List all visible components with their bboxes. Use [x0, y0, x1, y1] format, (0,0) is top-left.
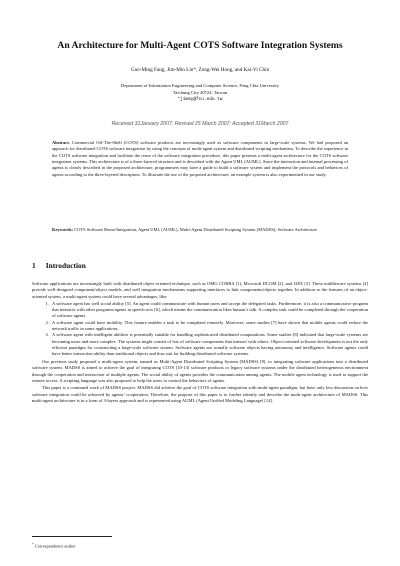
intro-paragraph-3: This paper is a continued work of MADSS project. MADSS did achieve the goal of COTS software integration with multi-agent paradigm, but have only less discussion on how software integration could be achieved by agents’ cooperation. Therefore, the purpose of this paper is to further identify and describe the multi-agent architecture of MADSS. This multi-agent architecture is in a form of 3-layers approach and is represented using AUML (Agent Unified Modeling Language) [14].: [32, 385, 368, 403]
footnote: [32, 541, 76, 549]
section-heading-introduction: [32, 261, 86, 270]
introduction-body: [32, 281, 368, 405]
abstract-text: Commercial Off-The-Shelf (COTS) software products are increasingly used as software components in large-scale systems. We had proposed an approach for distributed COTS software integration by using the concepts of multi-agent system and distributed scripting mechanism. To describe the experience in the COTS software integration and facilitate the reuse of the software integration procedure, this paper presents a multi-agent architecture for the COTS software integration systems. This architecture is of a three-layered structure and is described with the Agent UML (AUML). Since the interaction and internal processing of agents is clearly described in the proposed architecture, programmers may have a guide to build a software system and implement the protocols and behaviors of agents according to the three-layered description. To illustrate the use of the proposed architecture, an example system is also experimented in our study.: [52, 140, 348, 177]
paper-title: An Architecture for Multi-Agent COTS Software Integration Systems: [57, 40, 343, 51]
advantages-list: [32, 301, 368, 358]
list-item: 3. A software agent with intelligent abilities is potentially suitable for handling sophisticated distributed computations. Some studies [8] indicated that large-scale systems are becoming more and more complex. The systems might consist of lots of software components that interact with others. Object-oriented software development is not the only efficient paradigm for constructing a large-scale software system. Software agents are actually software objects having autonomy and intelligence. Software agents could have better interaction ability than traditional objects and thus suit for building distributed software systems.: [50, 332, 368, 357]
intro-paragraph-2: Our previous study proposed a multi-agent system, named as Multi-Agent Distributed Scripting System (MADSS) [9], to integrating software applications into a distributed software system. MADSS is aimed to achieve the goal of integrating COTS [10-13] software products or legacy software systems under the distributed heterogeneous environment through the cooperation and interaction of multiple agents. The social ability of agents provides the communication among agents. The mobile agent technology is used to support the remote access. A scripting language was also proposed to help the users to control the behaviors of agents.: [32, 359, 368, 383]
affiliation-block: [20, 82, 380, 103]
author-email: *jimmy@fcu.edu.tw: [177, 97, 223, 102]
section-title: Introduction: [45, 261, 86, 270]
footnote-text: Correspondence author: [33, 543, 76, 549]
abstract: [52, 140, 348, 178]
intro-paragraph-1: Software applications are increasingly built with distributed object-oriented technique, such as OMG CORBA [1], Microsoft DCOM [2], and J2EE [3]. These middleware systems [4] provide well-designed component/object models, and well integration mechanisms supporting interfaces to link components/objects together. In addition to the features of an object-oriented system, a multi-agent system could have several advantages, like:: [32, 281, 368, 299]
section-number: 1: [32, 261, 36, 270]
keywords: [52, 227, 348, 233]
keywords-label: Keywords:: [52, 227, 73, 232]
keywords-text: COTS Software Reuse/Integration, Agent UML (AUML), Multi-Agent Distributed Scripting System (MADSS), Software Architecture: [73, 227, 318, 232]
footnote-marker: *: [32, 542, 34, 546]
footnote-divider: [32, 536, 112, 537]
list-item: 1. A software agent has well social ability [5]. An agent could communicate with human users and accept the delegated tasks. Furthermore, it is also a communicative program that interacts with other programs/agents in speech-acts [6], which means the communication likes human’s talk. A complex task could be completed through the cooperation of software agents.: [50, 301, 368, 320]
received-dates: Received 31January 2007; Revised 25 March 2007; Accepted 31March 2007: [111, 121, 289, 127]
affiliation-department: Department of Information Engineering and Computer Science, Feng Chia University: [121, 83, 279, 88]
affiliation-city: Taichung City 40724, Taiwan: [172, 90, 228, 95]
author-list: Guo-Ming Fang, Jim-Min Lin*, Zong-Wei Hong, and Kai-Yi Chin: [130, 67, 270, 73]
list-item: 2. A software agent could have mobility. This feature enables a task to be completed remotely. Moreover, some studies [7] have shown that mobile agents could reduce the network traffic in some applications.: [50, 320, 368, 333]
abstract-label: Abstract.: [52, 140, 70, 145]
